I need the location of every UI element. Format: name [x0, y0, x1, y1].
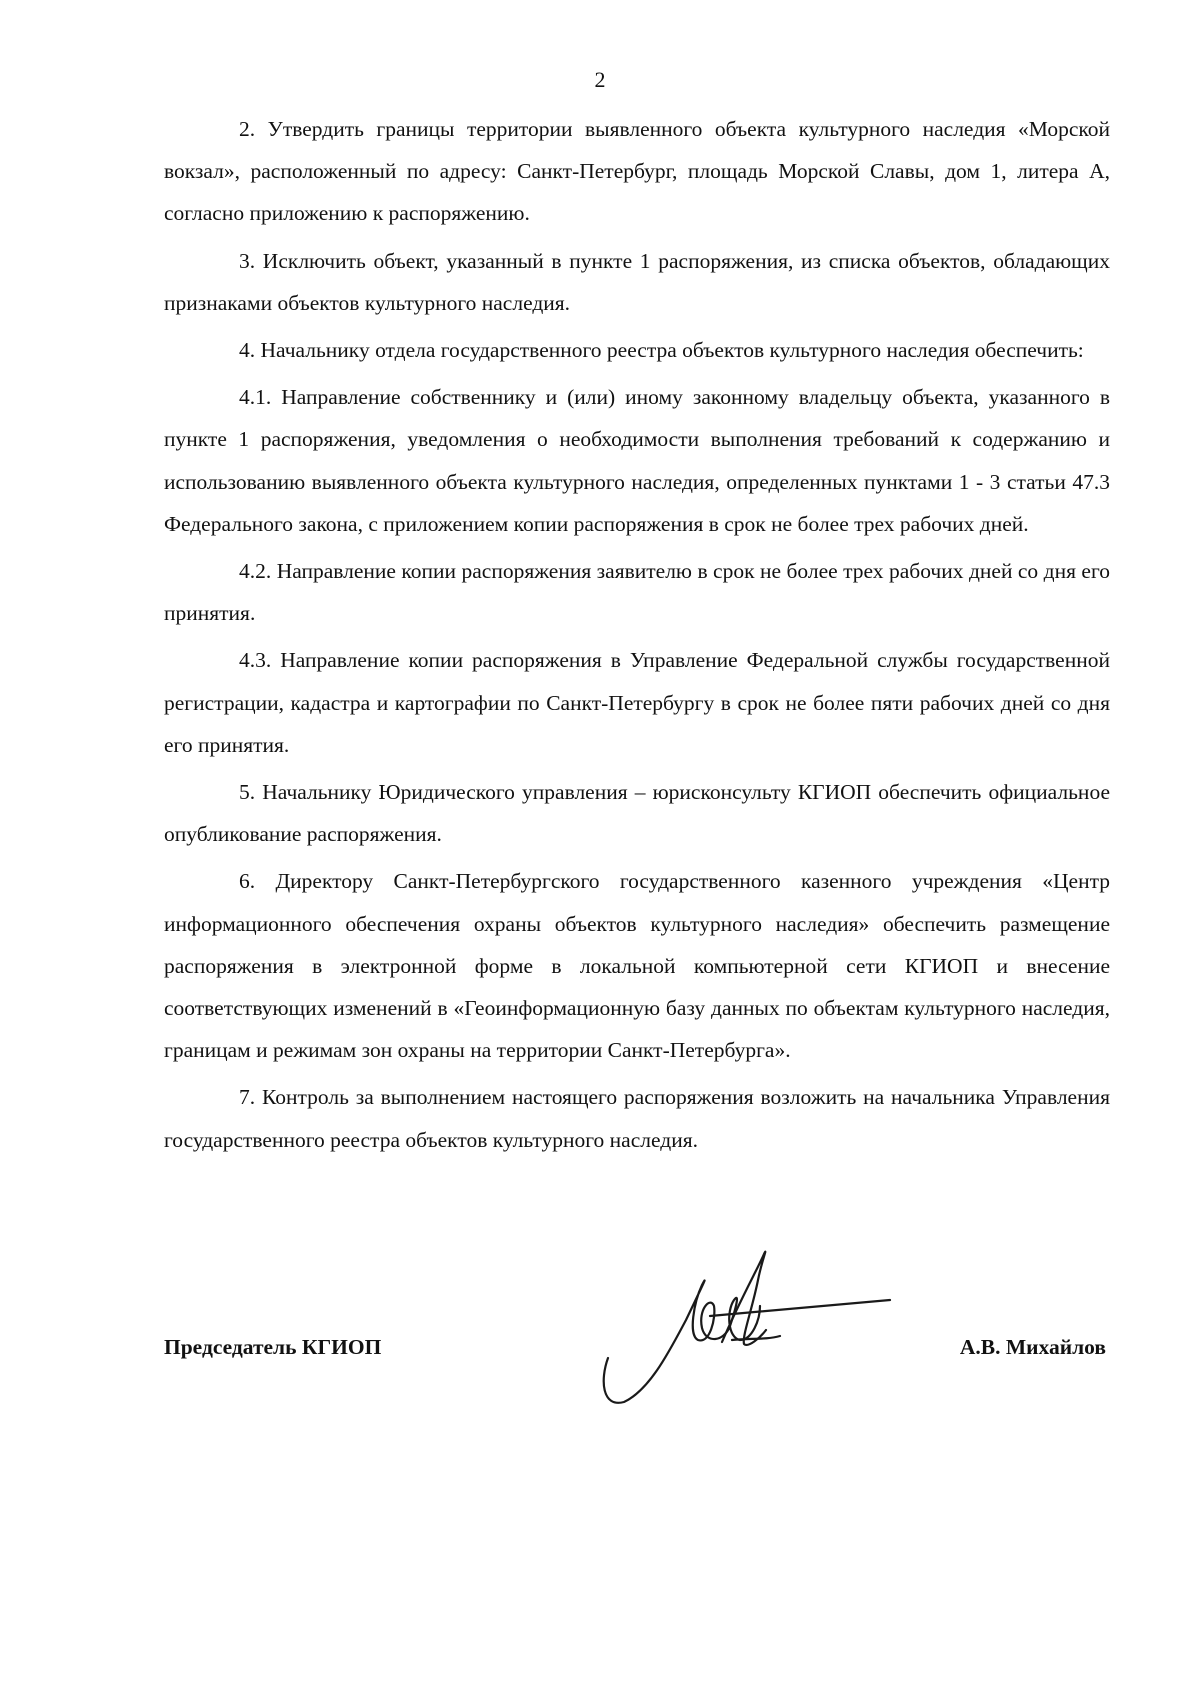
signature-block: [164, 1320, 1110, 1380]
paragraph-4-3: 4.3. Направление копии распоряжения в Управление Федеральной службы государственной регистрации, кадастра и картографии по Санкт-Петербургу в срок не более пяти рабочих дней со дня его принятия.: [164, 648, 1110, 757]
paragraph-6: 6. Директору Санкт-Петербургского государственного казенного учреждения «Центр информационного обеспечения охраны объектов культурного наследия» обеспечить размещение распоряжения в электронной форме в локальной компьютерной сети КГИОП и внесение соответствующих изменений в «Геоинформационную базу данных по объектам культурного наследия, границам и режимам зон охраны на территории Санкт-Петербурга».: [164, 869, 1110, 1063]
document-body: [164, 108, 1110, 1166]
paragraph-5: 5. Начальнику Юридического управления – юрисконсульту КГИОП обеспечить официальное опубликование распоряжения.: [164, 780, 1110, 847]
paragraph-3: 3. Исключить объект, указанный в пункте 1 распоряжения, из списка объектов, обладающих признаками объектов культурного наследия.: [164, 248, 1110, 315]
signatory-name: А.В. Михайлов: [959, 1335, 1106, 1359]
paragraph-4-1: 4.1. Направление собственнику и (или) иному законному владельцу объекта, указанного в пункте 1 распоряжения, уведомления о необходимости выполнения требований к содержанию и использованию выявленного объекта культурного наследия, определенных пунктами 1 - 3 статьи 47.3 Федерального закона, с приложением копии распоряжения в срок не более трех рабочих дней.: [164, 385, 1110, 536]
paragraph-7: 7. Контроль за выполнением настоящего распоряжения возложить на начальника Управления государственного реестра объектов культурного наследия.: [164, 1085, 1110, 1152]
paragraph-2: 2. Утвердить границы территории выявленного объекта культурного наследия «Морской вокзал», расположенный по адресу: Санкт-Петербург, площадь Морской Славы, дом 1, литера А, согласно приложению к распоряжению.: [164, 117, 1110, 226]
paragraph-4-2: 4.2. Направление копии распоряжения заявителю в срок не более трех рабочих дней со дня его принятия.: [164, 559, 1110, 626]
signatory-position: Председатель КГИОП: [164, 1335, 382, 1359]
paragraph-4: 4. Начальнику отдела государственного реестра объектов культурного наследия обеспечить:: [239, 338, 1084, 363]
page-number: 2: [594, 67, 606, 92]
